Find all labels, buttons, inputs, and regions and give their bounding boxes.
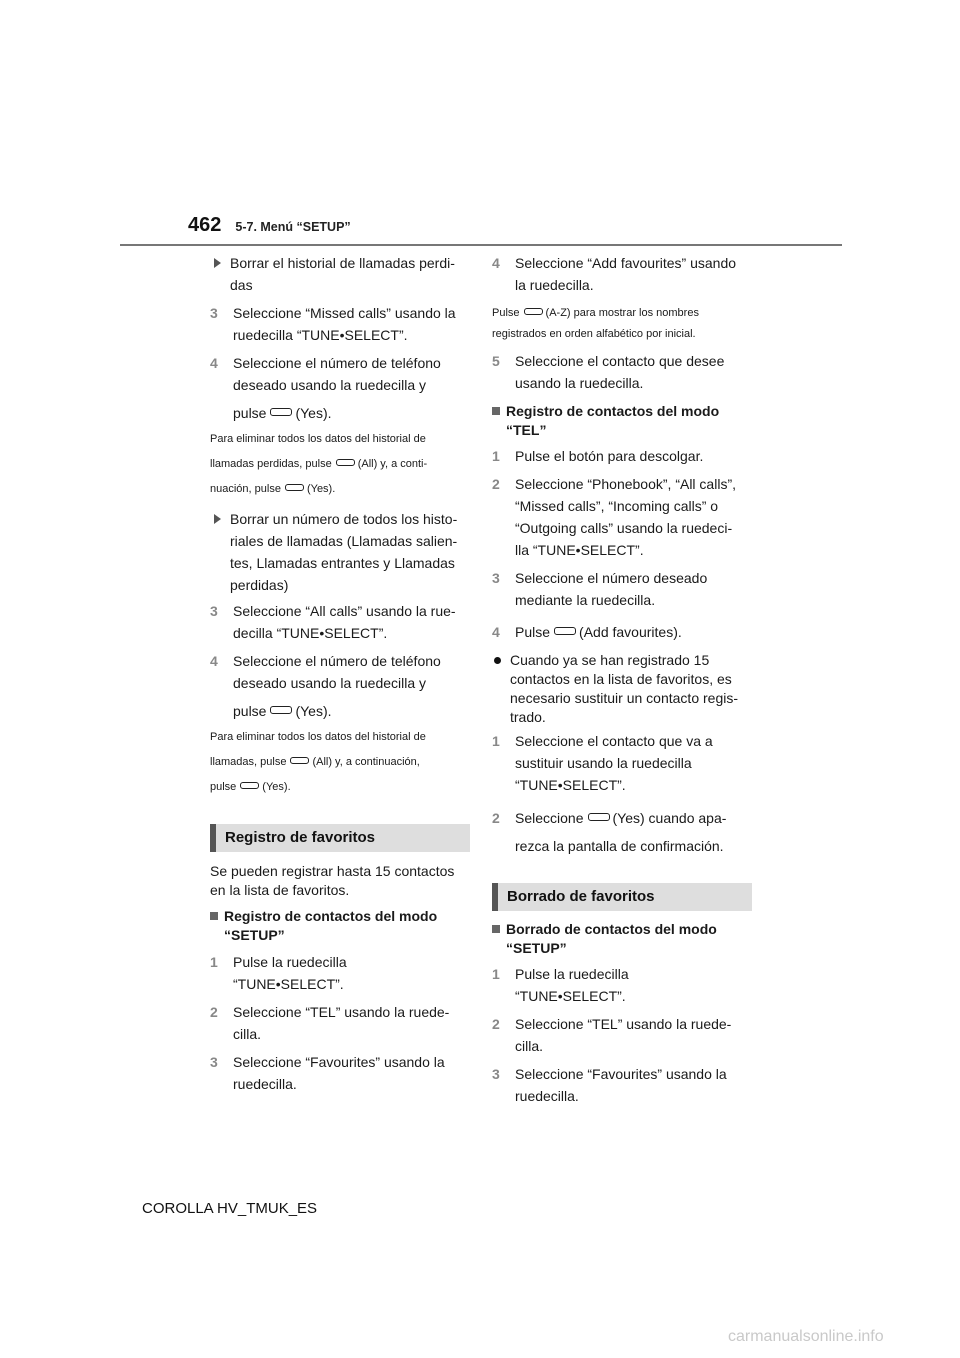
step-number: 2 xyxy=(492,1016,500,1032)
step-item: 3 Seleccione “Favourites” usando la ruedecilla. xyxy=(210,1051,470,1095)
subheading: Registro de contactos del modo “TEL” xyxy=(492,402,752,440)
step-item: 1 Pulse la ruedecilla “TUNE•SELECT”. xyxy=(492,963,752,1007)
button-icon xyxy=(336,459,355,466)
step-item: 4 Seleccione el número de teléfono deseado usando la ruedecilla y pulse (Yes). xyxy=(210,650,470,722)
step-number: 1 xyxy=(492,448,500,464)
subheading: Borrado de contactos del modo “SETUP” xyxy=(492,920,752,958)
step-number: 4 xyxy=(210,355,218,371)
header-rule xyxy=(120,244,842,246)
step-item: 3 Seleccione “Favourites” usando la ruedecilla. xyxy=(492,1063,752,1107)
step-number: 4 xyxy=(210,653,218,669)
step-number: 1 xyxy=(492,966,500,982)
step-item: 2 Seleccione “TEL” usando la ruede- cilla. xyxy=(210,1001,470,1045)
button-icon xyxy=(290,757,309,764)
button-icon xyxy=(270,706,292,714)
list-item: Borrar el historial de llamadas perdi- das xyxy=(210,252,470,296)
step-number: 1 xyxy=(492,733,500,749)
step-item: 1 Pulse el botón para descolgar. xyxy=(492,445,752,467)
note: Pulse (A-Z) para mostrar los nombres registrados en orden alfabético por inicial. xyxy=(492,307,699,340)
step-item: 2 Seleccione “Phonebook”, “All calls”, “Missed calls”, “Incoming calls” o “Outgoing calls” usando la ruedeci- lla “TUNE•SELECT”. xyxy=(492,473,752,561)
step-number: 2 xyxy=(210,1004,218,1020)
step-number: 3 xyxy=(210,603,218,619)
step-item: 4 Pulse (Add favourites). xyxy=(492,621,752,643)
step-item: 4 Seleccione el número de teléfono deseado usando la ruedecilla y pulse (Yes). xyxy=(210,352,470,424)
button-icon xyxy=(270,408,292,416)
footer-model: COROLLA HV_TMUK_ES xyxy=(142,1200,318,1217)
step-item: 2 Seleccione (Yes) cuando apa- rezca la pantalla de confirmación. xyxy=(492,807,752,857)
section-heading: Borrado de favoritos xyxy=(492,883,752,911)
step-number: 1 xyxy=(210,954,218,970)
bullet-item: Cuando ya se han registrado 15 contactos en la lista de favoritos, es necesario sustituir un contacto regis- trado. xyxy=(492,651,752,727)
step-item: 5 Seleccione el contacto que desee usando la ruedecilla. xyxy=(492,350,752,394)
page-number: 462 xyxy=(188,214,222,236)
page-header xyxy=(188,214,351,237)
step-item: 2 Seleccione “TEL” usando la ruede- cilla. xyxy=(492,1013,752,1057)
section-heading: Registro de favoritos xyxy=(210,824,470,852)
step-number: 4 xyxy=(492,624,500,640)
step-item: 4 Seleccione “Add favourites” usando la ruedecilla. xyxy=(492,252,752,296)
section-title: 5-7. Menú “SETUP” xyxy=(235,220,351,234)
step-number: 4 xyxy=(492,255,500,271)
note: Para eliminar todos los datos del historial de llamadas, pulse (All) y, a continuación, pulse (Yes). xyxy=(210,731,426,793)
step-number: 3 xyxy=(210,305,218,321)
note: Para eliminar todos los datos del historial de llamadas perdidas, pulse (All) y, a conti- nuación, pulse (Yes). xyxy=(210,433,428,495)
watermark: carmanualsonline.info xyxy=(728,1328,884,1345)
button-icon xyxy=(588,813,610,821)
list-item: Borrar un número de todos los histo- riales de llamadas (Llamadas salien- tes, Llamadas entrantes y Llamadas perdidas) xyxy=(210,508,470,596)
step-item: 3 Seleccione el número deseado mediante la ruedecilla. xyxy=(492,567,752,611)
button-icon xyxy=(240,782,259,789)
button-icon xyxy=(554,627,576,635)
step-item: 1 Pulse la ruedecilla “TUNE•SELECT”. xyxy=(210,951,470,995)
left-column xyxy=(210,252,470,1095)
paragraph: Se pueden registrar hasta 15 contactos en la lista de favoritos. xyxy=(210,863,455,898)
button-icon xyxy=(524,308,543,315)
subheading: Registro de contactos del modo “SETUP” xyxy=(210,907,470,945)
step-item: 1 Seleccione el contacto que va a sustituir usando la ruedecilla “TUNE•SELECT”. xyxy=(492,730,752,796)
step-item: 3 Seleccione “Missed calls” usando la ruedecilla “TUNE•SELECT”. xyxy=(210,302,470,346)
step-number: 5 xyxy=(492,353,500,369)
step-number: 2 xyxy=(492,810,500,826)
button-icon xyxy=(285,484,304,491)
step-number: 3 xyxy=(492,570,500,586)
step-number: 3 xyxy=(210,1054,218,1070)
step-number: 2 xyxy=(492,476,500,492)
step-item: 3 Seleccione “All calls” usando la rue- decilla “TUNE•SELECT”. xyxy=(210,600,470,644)
step-number: 3 xyxy=(492,1066,500,1082)
right-column xyxy=(492,252,752,1107)
